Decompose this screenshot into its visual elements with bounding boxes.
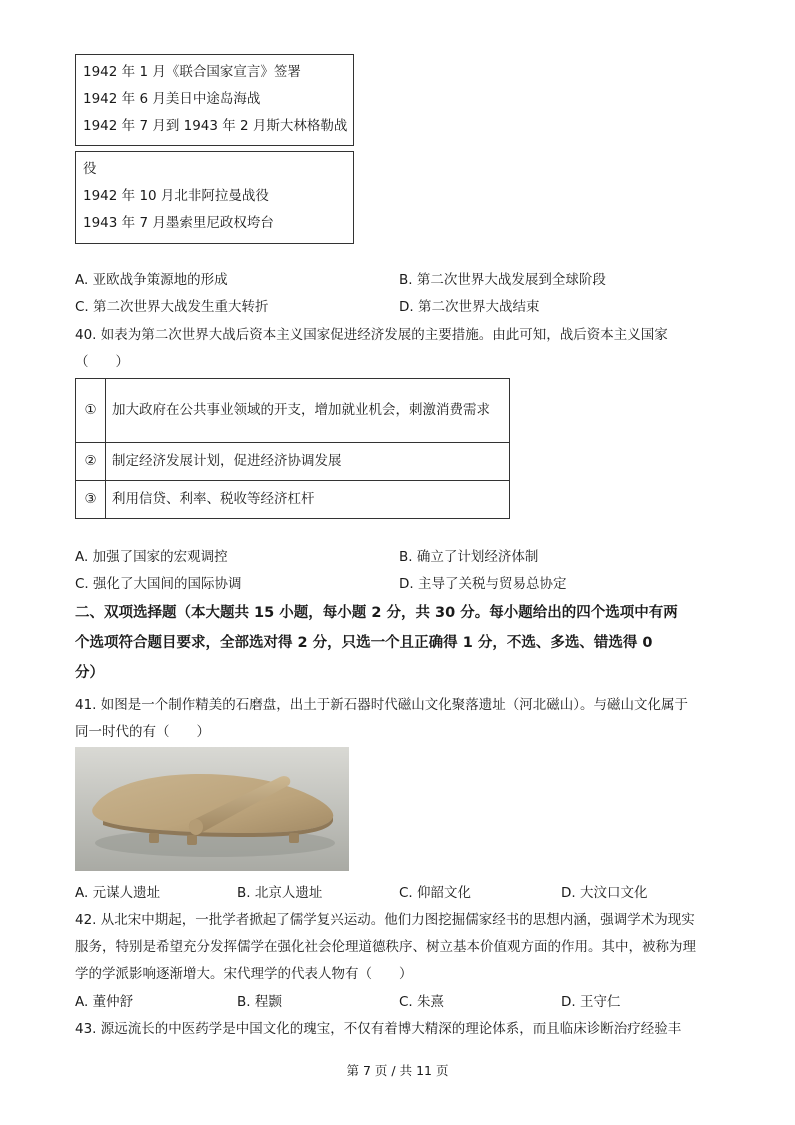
option-c[interactable]: C. 仰韶文化 [399,885,472,901]
option-a[interactable]: A. 加强了国家的宏观调控 [75,549,228,565]
event-line: 1942 年 1 月《联合国家宣言》签署 [83,64,301,80]
event-line: 1942 年 6 月美日中途岛海战 [83,91,261,107]
option-a[interactable]: A. 亚欧战争策源地的形成 [75,272,228,288]
option-d[interactable]: D. 王守仁 [561,994,621,1010]
section-heading: 分） [75,665,104,681]
question-stem: 42. 从北宋中期起，一批学者掀起了儒学复兴运动。他们力图挖掘儒家经书的思想内涵，强调学术为现实 [75,912,695,928]
page-footer: 第 7 页 / 共 11 页 [346,1063,449,1078]
row-text: 制定经济发展计划，促进经济协调发展 [106,443,510,481]
table-row [76,481,510,519]
question-stem: 同一时代的有（ ） [75,724,210,740]
row-number: ① [76,379,106,443]
row-number: ② [76,443,106,481]
event-line: 1942 年 7 月到 1943 年 2 月斯大林格勒战 [83,118,348,134]
question-stem: （ ） [75,354,129,370]
option-b[interactable]: B. 确立了计划经济体制 [399,549,539,565]
question-stem: 服务，特别是希望充分发挥儒学在强化社会伦理道德秩序、树立基本价值观方面的作用。其中，被称为理 [75,939,696,955]
option-d[interactable]: D. 大汶口文化 [561,885,648,901]
option-c[interactable]: C. 强化了大国间的国际协调 [75,576,242,592]
row-number: ③ [76,481,106,519]
row-text-value: 加大政府在公共事业领域的开支，增加就业机会，刺激消费需求 [112,402,490,418]
option-c[interactable]: C. 朱熹 [399,994,445,1010]
option-b[interactable]: B. 程颢 [237,994,282,1010]
option-b[interactable]: B. 北京人遗址 [237,885,323,901]
option-d[interactable]: D. 主导了关税与贸易总协定 [399,576,567,592]
question-stem: 41. 如图是一个制作精美的石磨盘，出土于新石器时代磁山文化聚落遗址（河北磁山）。与磁山文化属于 [75,697,689,713]
event-line: 役 [83,161,97,177]
table-row [76,443,510,481]
question-stem: 40. 如表为第二次世界大战后资本主义国家促进经济发展的主要措施。由此可知，战后资本主义国家 [75,327,668,343]
event-line: 1943 年 7 月墨索里尼政权垮台 [83,215,274,231]
section-heading: 个选项符合题目要求，全部选对得 2 分，只选一个且正确得 1 分，不选、多选、错选得 0 [75,635,653,651]
option-a[interactable]: A. 元谋人遗址 [75,885,161,901]
question-stem: 43. 源远流长的中医药学是中国文化的瑰宝，不仅有着博大精深的理论体系，而且临床诊断治疗经验丰 [75,1021,682,1037]
table-row [76,379,510,443]
row-text [106,379,510,443]
option-d[interactable]: D. 第二次世界大战结束 [399,299,540,315]
section-heading: 二、双项选择题（本大题共 15 小题，每小题 2 分，共 30 分。每小题给出的四个选项中有两 [75,605,678,621]
stone-quern-photo [75,747,349,871]
row-text: 利用信贷、利率、税收等经济杠杆 [106,481,510,519]
option-b[interactable]: B. 第二次世界大战发展到全球阶段 [399,272,606,288]
measures-table [75,378,510,519]
question-stem: 学的学派影响逐渐增大。宋代理学的代表人物有（ ） [75,966,413,982]
option-c[interactable]: C. 第二次世界大战发生重大转折 [75,299,269,315]
option-a[interactable]: A. 董仲舒 [75,994,134,1010]
event-line: 1942 年 10 月北非阿拉曼战役 [83,188,269,204]
